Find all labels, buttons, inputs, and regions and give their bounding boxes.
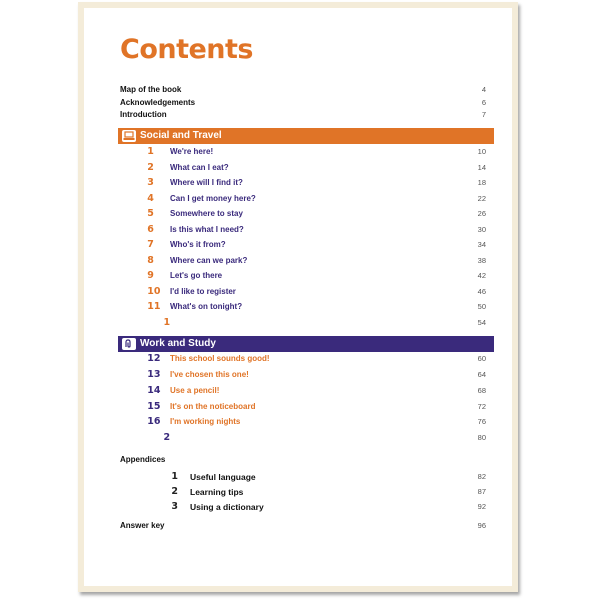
unit-title: Let's go there	[170, 271, 223, 280]
unit-page: 72	[477, 402, 486, 411]
unit-page: 26	[477, 209, 486, 218]
unit-label: Unit14	[124, 385, 161, 396]
unit-page: 46	[477, 287, 486, 296]
unit-label: Unit1	[124, 146, 154, 157]
appendix-label: Appendix1	[120, 471, 178, 482]
toc-page: 96	[477, 521, 486, 530]
laptop-icon	[122, 130, 136, 142]
unit-page: 68	[477, 386, 486, 395]
unit-label: Unit12	[124, 353, 161, 364]
unit-row[interactable]	[120, 254, 486, 268]
toc-row-introduction[interactable]	[120, 108, 486, 122]
unit-row[interactable]	[120, 238, 486, 252]
unit-page: 14	[477, 163, 486, 172]
toc-label: Acknowledgements	[120, 98, 196, 107]
review-page: 80	[477, 433, 486, 442]
unit-row[interactable]	[120, 368, 486, 382]
unit-label: Unit6	[124, 224, 154, 235]
appendix-title: Using a dictionary	[190, 502, 264, 512]
review-label: Review1	[124, 317, 171, 328]
toc-label: Answer key	[120, 521, 165, 530]
unit-row[interactable]	[120, 223, 486, 237]
unit-row[interactable]	[120, 207, 486, 221]
unit-title: I'd like to register	[170, 287, 236, 296]
unit-page: 22	[477, 194, 486, 203]
toc-page: 4	[481, 85, 486, 94]
unit-row[interactable]	[120, 269, 486, 283]
unit-label: Unit11	[124, 301, 161, 312]
review-row[interactable]	[120, 431, 486, 445]
appendices-heading-row	[120, 453, 486, 467]
appendix-row[interactable]	[120, 469, 486, 485]
appendix-page: 92	[477, 502, 486, 511]
unit-title: Can I get money here?	[170, 194, 256, 203]
unit-title: This school sounds good!	[170, 354, 270, 363]
unit-page: 60	[477, 354, 486, 363]
unit-label: Unit7	[124, 239, 154, 250]
unit-page: 34	[477, 240, 486, 249]
unit-row[interactable]	[120, 192, 486, 206]
appendix-page: 87	[477, 487, 486, 496]
unit-page: 50	[477, 302, 486, 311]
paperclip-icon	[122, 338, 136, 350]
unit-row[interactable]	[120, 300, 486, 314]
unit-row[interactable]	[120, 400, 486, 414]
unit-page: 30	[477, 225, 486, 234]
toc-row-map[interactable]	[120, 83, 486, 97]
unit-label: Unit3	[124, 177, 154, 188]
unit-label: Unit8	[124, 255, 154, 266]
appendix-title: Learning tips	[190, 487, 244, 497]
unit-row[interactable]	[120, 415, 486, 429]
contents-page	[84, 8, 512, 586]
unit-row[interactable]	[120, 161, 486, 175]
unit-title: Who's it from?	[170, 240, 226, 249]
appendix-label: Appendix2	[120, 486, 178, 497]
unit-row[interactable]	[120, 384, 486, 398]
toc-label: Introduction	[120, 110, 167, 119]
unit-title: Where can we park?	[170, 256, 248, 265]
unit-label: Unit4	[124, 193, 154, 204]
appendix-row[interactable]	[120, 484, 486, 500]
unit-row[interactable]	[120, 176, 486, 190]
unit-row[interactable]	[120, 285, 486, 299]
unit-title: I'm working nights	[170, 417, 241, 426]
unit-title: What's on tonight?	[170, 302, 243, 311]
unit-page: 76	[477, 417, 486, 426]
section-title: Social and Travel	[140, 130, 222, 141]
page-title: Contents	[120, 34, 254, 65]
unit-title: Somewhere to stay	[170, 209, 243, 218]
unit-label: Unit15	[124, 401, 161, 412]
appendices-heading: Appendices	[120, 455, 166, 464]
unit-title: Is this what I need?	[170, 225, 244, 234]
unit-label: Unit2	[124, 162, 154, 173]
unit-title: I've chosen this one!	[170, 370, 249, 379]
toc-page: 7	[481, 110, 486, 119]
unit-row[interactable]	[120, 145, 486, 159]
unit-page: 38	[477, 256, 486, 265]
unit-row[interactable]	[120, 352, 486, 366]
unit-label: Unit10	[124, 286, 161, 297]
unit-page: 10	[477, 147, 486, 156]
unit-label: Unit13	[124, 369, 161, 380]
review-page: 54	[477, 318, 486, 327]
appendix-row[interactable]	[120, 499, 486, 515]
unit-title: We're here!	[170, 147, 214, 156]
toc-row-answer-key[interactable]	[120, 519, 486, 533]
unit-label: Unit5	[124, 208, 154, 219]
review-label: Review2	[124, 432, 171, 443]
unit-page: 64	[477, 370, 486, 379]
section-band-social-travel	[118, 128, 494, 144]
unit-title: Where will I find it?	[170, 178, 243, 187]
section-band-work-study	[118, 336, 494, 352]
unit-label: Unit16	[124, 416, 161, 427]
unit-title: Use a pencil!	[170, 386, 220, 395]
appendix-title: Useful language	[190, 472, 256, 482]
unit-title: It's on the noticeboard	[170, 402, 256, 411]
unit-page: 42	[477, 271, 486, 280]
toc-label: Map of the book	[120, 85, 182, 94]
section-title: Work and Study	[140, 338, 216, 349]
unit-title: What can I eat?	[170, 163, 229, 172]
appendix-page: 82	[477, 472, 486, 481]
toc-page: 6	[481, 98, 486, 107]
unit-page: 18	[477, 178, 486, 187]
unit-label: Unit9	[124, 270, 154, 281]
appendix-label: Appendix3	[120, 501, 178, 512]
review-row[interactable]	[120, 316, 486, 330]
